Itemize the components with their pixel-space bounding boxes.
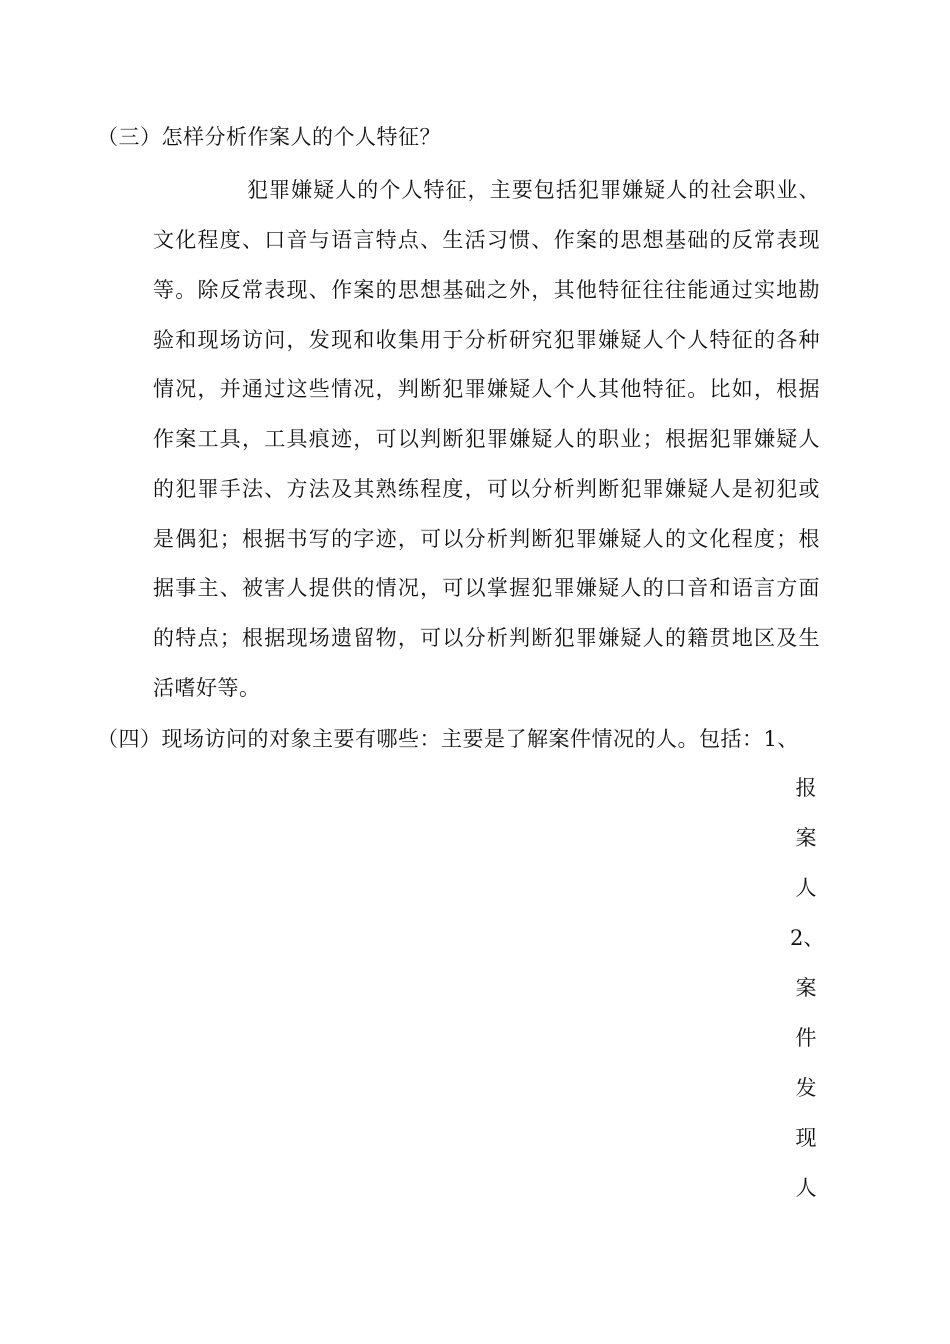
paragraph-line: 活嗜好等。 (153, 676, 261, 700)
vertical-char: 发 (795, 1076, 817, 1100)
paragraph-line: 作案工具，工具痕迹，可以判断犯罪嫌疑人的职业；根据犯罪嫌疑人 (153, 427, 820, 451)
paragraph-line: 情况，并通过这些情况，判断犯罪嫌疑人个人其他特征。比如，根据 (153, 377, 820, 401)
paragraph-line: 的特点；根据现场遗留物，可以分析判断犯罪嫌疑人的籍贯地区及生 (153, 626, 820, 650)
paragraph-line: 是偶犯；根据书写的字迹，可以分析判断犯罪嫌疑人的文化程度；根 (153, 527, 820, 551)
paragraph-line: 据事主、被害人提供的情况，可以掌握犯罪嫌疑人的口音和语言方面 (153, 576, 820, 600)
vertical-list-column (790, 774, 825, 1224)
paragraph-line: 犯罪嫌疑人的个人特征，主要包括犯罪嫌疑人的社会职业、 (247, 178, 820, 202)
paragraph-line: 文化程度、口音与语言特点、生活习惯、作案的思想基础的反常表现 (153, 228, 820, 252)
vertical-char: 案 (795, 826, 817, 850)
paragraph-line: 验和现场访问，发现和收集用于分析研究犯罪嫌疑人个人特征的各种 (153, 328, 820, 352)
vertical-char: 人 (795, 876, 817, 900)
paragraph-line: 等。除反常表现、作案的思想基础之外，其他特征往往能通过实地勘 (153, 278, 820, 302)
vertical-char: 现 (795, 1126, 817, 1150)
vertical-char: 件 (795, 1026, 817, 1050)
vertical-char: 2、 (790, 926, 825, 950)
vertical-char: 报 (795, 776, 817, 800)
vertical-char: 人 (795, 1176, 817, 1200)
paragraph-line: 的犯罪手法、方法及其熟练程度，可以分析判断犯罪嫌疑人是初犯或 (153, 477, 820, 501)
section-4-heading: （四）现场访问的对象主要有哪些：主要是了解案件情况的人。包括：1、 (97, 727, 799, 751)
vertical-char: 案 (795, 976, 817, 1000)
section-3-heading: （三）怎样分析作案人的个人特征？ (97, 125, 441, 149)
